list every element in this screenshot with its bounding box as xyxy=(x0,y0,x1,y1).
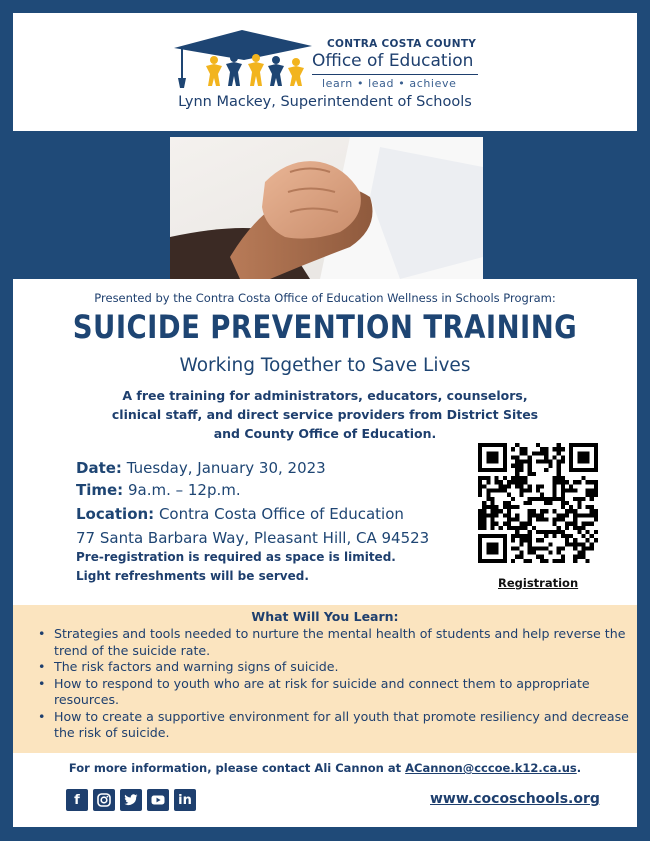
address-line: 77 Santa Barbara Way, Pleasant Hill, CA 94523 xyxy=(76,529,430,547)
list-item: • Strategies and tools needed to nurture the mental health of students and help reverse the trend of the suicide rate. xyxy=(38,626,630,659)
org-logo xyxy=(172,26,322,96)
header-panel xyxy=(13,13,637,131)
list-item: • The risk factors and warning signs of suicide. xyxy=(38,659,630,676)
event-title: SUICIDE PREVENTION TRAINING xyxy=(72,308,578,346)
instagram-icon[interactable] xyxy=(93,789,115,811)
contact-line xyxy=(13,761,637,775)
refreshments-note: Light refreshments will be served. xyxy=(76,569,309,583)
hands-photo xyxy=(170,137,483,279)
date-line xyxy=(76,459,326,477)
facebook-icon[interactable]: f xyxy=(66,789,88,811)
registration-note: Pre-registration is required as space is limited. xyxy=(76,550,396,564)
presented-by: Presented by the Contra Costa Office of Education Wellness in Schools Program: xyxy=(94,291,556,305)
linkedin-icon[interactable]: in xyxy=(174,789,196,811)
twitter-icon[interactable] xyxy=(120,789,142,811)
learn-heading: What Will You Learn: xyxy=(251,609,399,624)
list-item: • How to respond to youth who are at risk for suicide and connect them to appropriate resources. xyxy=(38,676,630,709)
contact-suffix: . xyxy=(576,761,582,775)
org-name: Office of Education xyxy=(312,51,474,71)
learn-list xyxy=(38,626,630,742)
contact-prefix: For more information, please contact Ali Cannon at xyxy=(68,761,406,775)
website-link[interactable]: www.cocoschools.org xyxy=(430,791,600,807)
contact-email-link[interactable]: ACannon@cccoe.k12.ca.us xyxy=(405,761,577,775)
superintendent-line: Lynn Mackey, Superintendent of Schools xyxy=(178,94,472,110)
audience-description xyxy=(13,386,637,443)
location-value: Contra Costa Office of Education xyxy=(158,505,404,523)
date-value: Tuesday, January 30, 2023 xyxy=(126,459,326,477)
social-icons xyxy=(66,789,196,811)
audience-line: A free training for administrators, educators, counselors, xyxy=(122,388,528,403)
event-subtitle: Working Together to Save Lives xyxy=(179,355,471,376)
time-value: 9a.m. – 12p.m. xyxy=(127,481,241,499)
time-line xyxy=(76,481,241,499)
audience-line: clinical staff, and direct service providers from District Sites xyxy=(111,407,539,422)
registration-link[interactable]: Registration xyxy=(498,576,579,590)
date-label: Date: xyxy=(76,459,122,477)
youtube-icon[interactable] xyxy=(147,789,169,811)
registration-qr-code[interactable] xyxy=(478,443,598,563)
audience-line: and County Office of Education. xyxy=(213,426,437,441)
location-label: Location: xyxy=(76,505,155,523)
org-divider xyxy=(312,74,478,75)
location-line xyxy=(76,505,404,523)
list-item: • How to create a supportive environment for all youth that promote resiliency and decrease the risk of suicide. xyxy=(38,709,630,742)
org-tagline: learn • lead • achieve xyxy=(322,77,457,90)
org-county: CONTRA COSTA COUNTY xyxy=(327,38,477,50)
time-label: Time: xyxy=(76,481,124,499)
